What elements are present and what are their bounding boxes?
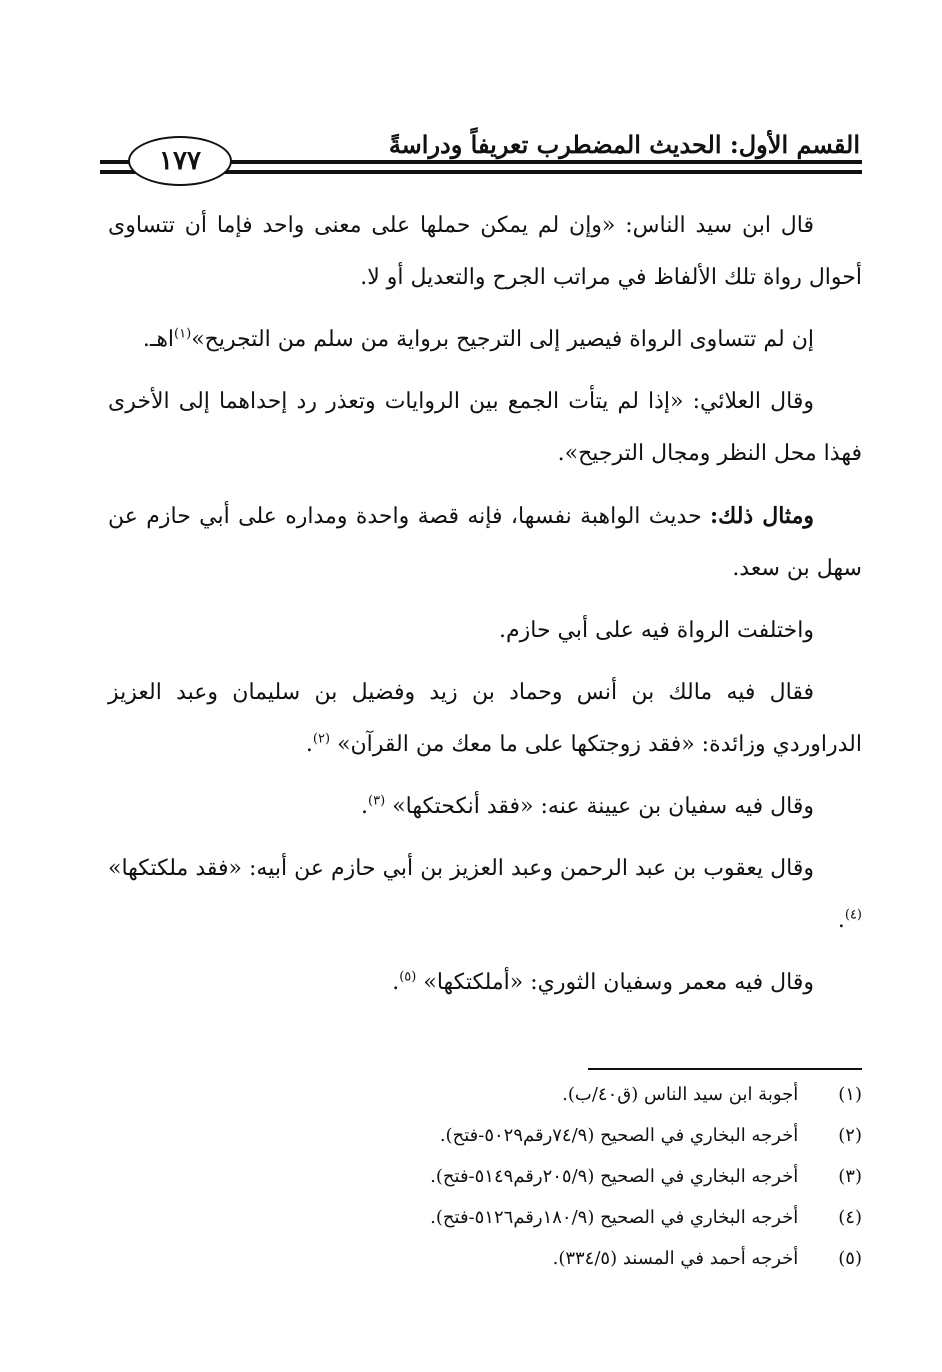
paragraph-text: وقال فيه معمر وسفيان الثوري: «أملكتكها»	[423, 970, 814, 995]
paragraph-text: حديث الواهبة نفسها، فإنه قصة واحدة ومداره على أبي حازم عن سهل بن سعد.	[108, 504, 862, 581]
footnote-number: (٣)	[838, 1166, 862, 1187]
footnote	[102, 1115, 862, 1156]
footnote-ref[interactable]: (٢)	[312, 731, 331, 747]
paragraph	[108, 376, 862, 480]
paragraph	[108, 843, 862, 947]
footnote	[102, 1074, 862, 1115]
footnote-ref[interactable]: (٤)	[844, 907, 862, 923]
paragraph-text: وقال يعقوب بن عبد الرحمن وعبد العزيز بن أبي حازم عن أبيه: «فقد ملكتكها»	[108, 856, 814, 881]
paragraph	[108, 200, 862, 304]
footnote-ref[interactable]: (٥)	[399, 969, 417, 985]
footnotes	[102, 1074, 862, 1279]
punctuation: .	[361, 794, 369, 819]
footnote-text: أخرجه أحمد في المسند (٣٣٤/٥).	[552, 1248, 799, 1269]
footnote-text: أخرجه البخاري في الصحيح (٢٠٥/٩رقم٥١٤٩-فتح).	[430, 1166, 799, 1187]
paragraph	[108, 314, 862, 366]
footnote-number: (٤)	[838, 1207, 862, 1228]
footnote	[102, 1238, 862, 1279]
paragraph	[108, 781, 862, 833]
footnote-number: (٥)	[838, 1248, 862, 1269]
paragraph-lead: ومثال ذلك:	[710, 503, 814, 529]
footnote-separator	[588, 1068, 862, 1070]
page-number-badge	[128, 136, 232, 186]
page-number: ١٧٧	[159, 146, 201, 176]
paragraph	[108, 667, 862, 771]
paragraph-text: واختلفت الرواة فيه على أبي حازم.	[499, 618, 814, 643]
punctuation: .	[392, 970, 400, 995]
paragraph-text: وقال العلائي: «إذا لم يتأت الجمع بين الروايات وتعذر رد إحداهما إلى الأخرى فهذا محل النظر ومجال الترجيح».	[108, 389, 862, 466]
footnote-text: أخرجه البخاري في الصحيح (٧٤/٩رقم٥٠٢٩-فتح).	[439, 1125, 799, 1146]
footnote-text: أجوبة ابن سيد الناس (ق٤٠/ب).	[562, 1084, 799, 1105]
paragraph-text: اهـ.	[142, 327, 175, 352]
body-text	[108, 200, 862, 1019]
footnote-number: (٢)	[838, 1125, 862, 1146]
paragraph-text: قال ابن سيد الناس: «وإن لم يمكن حملها على معنى واحد فإما أن تتساوى أحوال رواة تلك الألفاظ في مراتب الجرح والتعديل أو لا.	[108, 213, 862, 290]
paragraph-text: وقال فيه سفيان بن عيينة عنه: «فقد أنكحتكها»	[392, 794, 814, 819]
footnote	[102, 1156, 862, 1197]
footnote	[102, 1197, 862, 1238]
paragraph	[108, 605, 862, 657]
paragraph	[108, 490, 862, 595]
punctuation: .	[837, 908, 845, 933]
footnote-number: (١)	[838, 1084, 862, 1105]
footnote-text: أخرجه البخاري في الصحيح (١٨٠/٩رقم٥١٢٦-فتح).	[430, 1207, 799, 1228]
punctuation: .	[305, 732, 313, 757]
running-title: القسم الأول: الحديث المضطرب تعريفاً ودراسةً	[388, 130, 860, 159]
paragraph-text: فقال فيه مالك بن أنس وحماد بن زيد وفضيل بن سليمان وعبد العزيز الدراوردي وزائدة: «فقد زوجتكها على ما معك من القرآن»	[108, 680, 862, 757]
footnote-ref[interactable]: (٣)	[368, 793, 386, 809]
paragraph-text: إن لم تتساوى الرواة فيصير إلى الترجيح برواية من سلم من التجريح»	[191, 327, 814, 352]
paragraph	[108, 957, 862, 1009]
footnote-ref[interactable]: (١)	[174, 326, 192, 342]
